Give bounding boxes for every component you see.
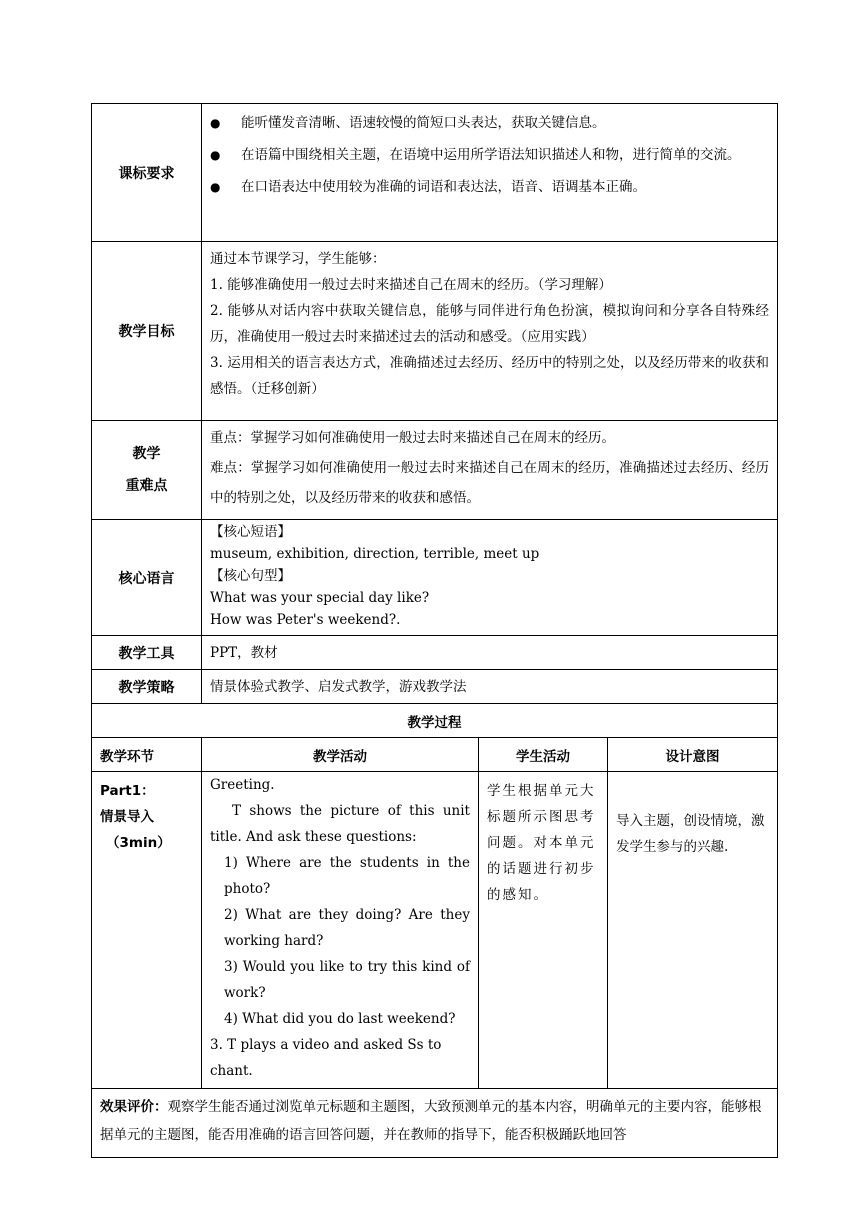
objectives-label: 教学目标 [92, 242, 202, 421]
teacher-question: 2) What are they doing? Are they working hard? [224, 907, 470, 949]
key-points-row [92, 421, 778, 520]
core-language-label: 核心语言 [92, 520, 202, 636]
standards-cell [202, 104, 778, 242]
tools-label: 教学工具 [92, 636, 202, 670]
evaluation-label: 效果评价： [100, 1099, 168, 1115]
lesson-plan-page [91, 103, 777, 1158]
key-points-label: 教学 重难点 [92, 421, 202, 520]
header-stage: 教学环节 [92, 738, 202, 772]
part1-stage-cell [92, 772, 202, 1089]
objectives-row [92, 242, 778, 421]
standards-row [92, 104, 778, 242]
part-stage: 情景导入 [100, 809, 154, 825]
objective-item: 3. 运用相关的语言表达方式，准确描述过去经历、经历中的特别之处，以及经历带来的收获和感悟。（迁移创新） [210, 355, 769, 397]
process-header-row [92, 738, 778, 772]
standards-item: ● 在语篇中围绕相关主题，在语境中运用所学语法知识描述人和物，进行简单的交流。 [210, 142, 769, 168]
process-title: 教学过程 [92, 704, 778, 738]
teacher-question: 3) Would you like to try this kind of work? [224, 959, 470, 1001]
evaluation-row [92, 1089, 778, 1158]
header-design-intent: 设计意图 [608, 738, 778, 772]
standards-label: 课标要求 [92, 104, 202, 242]
header-student-activity: 学生活动 [479, 738, 608, 772]
standards-item: ● 在口语表达中使用较为准确的词语和表达法，语音、语调基本正确。 [210, 174, 769, 200]
part-time: （3min） [106, 835, 171, 851]
objectives-intro: 通过本节课学习，学生能够： [210, 251, 386, 267]
process-part1-row [92, 772, 778, 1089]
strategy-label: 教学策略 [92, 670, 202, 704]
part-name: Part1： [100, 783, 155, 799]
strategy-value: 情景体验式教学、启发式教学，游戏教学法 [202, 670, 778, 704]
objectives-cell [202, 242, 778, 421]
bullet-icon: ● [210, 148, 221, 162]
tools-value: PPT，教材 [202, 636, 778, 670]
objective-item: 1. 能够准确使用一般过去时来描述自己在周末的经历。（学习理解） [210, 277, 612, 293]
strategy-row [92, 670, 778, 704]
bullet-icon: ● [210, 116, 221, 130]
phrases-heading: 【核心短语】 [210, 524, 291, 540]
core-sentence: How was Peter's weekend?. [210, 612, 401, 628]
teacher-intro: T shows the picture of this unit title. And ask these questions: [210, 803, 470, 845]
teacher-activity-cell [202, 772, 479, 1089]
teacher-closing: 3. T plays a video and asked Ss to chant. [210, 1037, 442, 1079]
core-phrases: museum, exhibition, direction, terrible, meet up [210, 546, 540, 562]
process-title-row [92, 704, 778, 738]
teacher-question: 4) What did you do last weekend? [224, 1011, 456, 1027]
core-language-row [92, 520, 778, 636]
core-language-cell [202, 520, 778, 636]
student-activity: 学生根据单元大标题所示图思考问题。对本单元的话题进行初步的感知。 [479, 772, 608, 1089]
evaluation-text: 观察学生能否通过浏览单元标题和主题图，大致预测单元的基本内容，明确单元的主要内容，能够根据单元的主题图，能否用准确的语言回答问题，并在教师的指导下，能否积极踊跃地回答 [100, 1099, 762, 1143]
core-sentence: What was your special day like? [210, 590, 430, 606]
evaluation-cell [92, 1089, 778, 1158]
teacher-greeting: Greeting. [210, 777, 275, 793]
key-focus: 重点：掌握学习如何准确使用一般过去时来描述自己在周末的经历。 [210, 430, 615, 446]
header-teacher-activity: 教学活动 [202, 738, 479, 772]
lesson-plan-table [91, 103, 778, 1158]
key-difficulty: 难点：掌握学习如何准确使用一般过去时来描述自己在周末的经历，准确描述过去经历、经历中的特别之处，以及经历带来的收获和感悟。 [210, 460, 769, 506]
bullet-icon: ● [210, 180, 221, 194]
key-points-cell [202, 421, 778, 520]
standards-item: ● 能听懂发音清晰、语速较慢的简短口头表达，获取关键信息。 [210, 110, 769, 136]
design-intent: 导入主题，创设情境，激发学生参与的兴趣. [608, 772, 778, 1089]
teacher-question: 1) Where are the students in the photo? [224, 855, 470, 897]
tools-row [92, 636, 778, 670]
sentences-heading: 【核心句型】 [210, 568, 291, 584]
objective-item: 2. 能够从对话内容中获取关键信息，能够与同伴进行角色扮演，模拟询问和分享各自特殊经历，准确使用一般过去时来描述过去的活动和感受。（应用实践） [210, 303, 769, 345]
